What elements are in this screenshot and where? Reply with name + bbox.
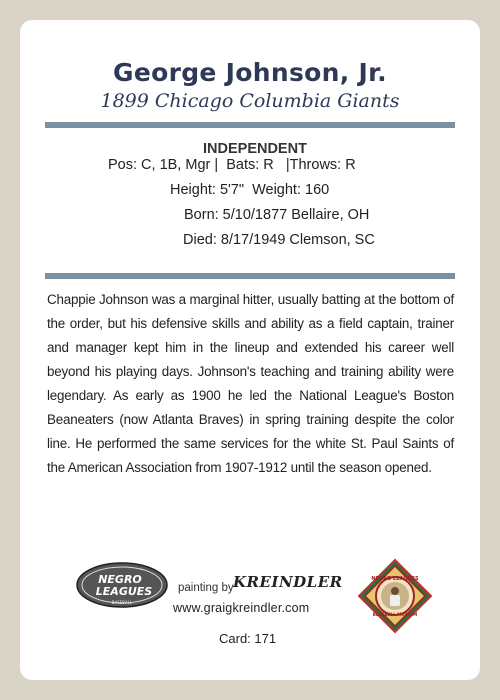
website-link: www.graigkreindler.com	[173, 601, 310, 615]
svg-text:BASEBALL MUSEUM: BASEBALL MUSEUM	[372, 612, 418, 617]
baseball-card-back	[20, 20, 480, 680]
bats-value: Bats: R	[226, 157, 274, 173]
separator: |	[285, 157, 290, 173]
painting-by-label: painting by	[178, 582, 234, 594]
divider-top	[45, 122, 455, 128]
svg-text:BASEBALL: BASEBALL	[111, 600, 133, 605]
weight-value: Weight: 160	[252, 182, 330, 198]
svg-text:LEAGUES: LEAGUES	[95, 585, 153, 598]
baseball-museum-logo	[357, 558, 433, 634]
position-value: Pos: C, 1B, Mgr	[108, 157, 211, 173]
height-value: Height: 5'7"	[170, 182, 245, 198]
height-weight-line	[170, 178, 329, 202]
position-bats-throws-line	[108, 153, 356, 177]
svg-text:NEGRO: NEGRO	[98, 573, 142, 586]
separator: |	[214, 157, 219, 173]
artist-signature: KREINDLER	[233, 573, 343, 591]
throws-value: Throws: R	[289, 157, 356, 173]
died-value: Died: 8/17/1949 Clemson, SC	[183, 232, 375, 248]
born-value: Born: 5/10/1877 Bellaire, OH	[184, 207, 370, 223]
svg-text:NEGRO LEAGUES: NEGRO LEAGUES	[371, 576, 419, 582]
player-team: 1899 Chicago Columbia Giants	[100, 90, 400, 112]
divider-bottom	[45, 273, 455, 279]
player-name: George Johnson, Jr.	[113, 58, 387, 87]
league-label: INDEPENDENT	[203, 141, 307, 157]
biography-text: Chappie Johnson was a marginal hitter, usually batting at the bottom of the order, but his defensive skills and ability as a field captain, trainer and manager kept him in the lineup and extended his career well beyond his playing days. Johnson's teaching and training ability were legendary. As early as 1900 he led the National League's Boston Beaneaters (now Atlanta Braves) in spring training despite the color line. He performed the same services for the white St. Paul Saints of the American Association from 1907-1912 until the season opened.	[47, 292, 454, 475]
card-number: Card: 171	[219, 631, 277, 646]
negro-leagues-logo	[75, 561, 169, 609]
